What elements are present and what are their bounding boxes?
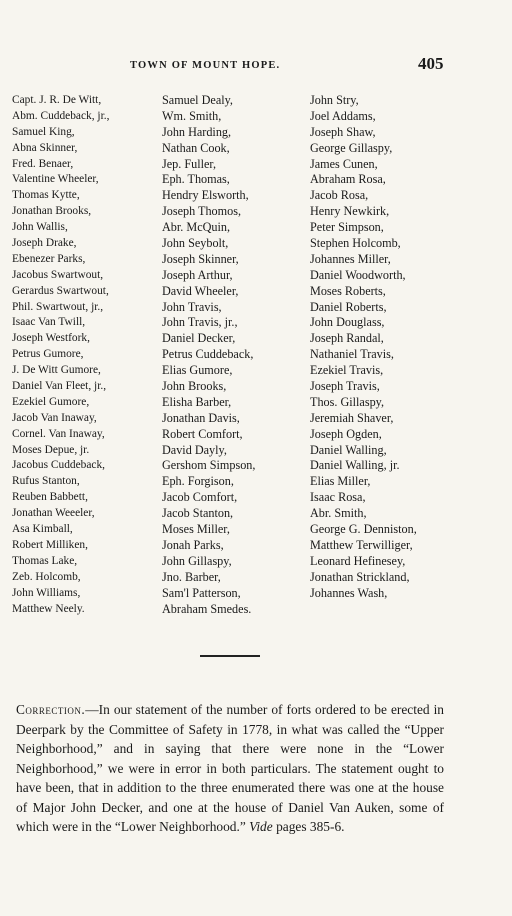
name-entry: Robert Comfort,: [162, 426, 243, 441]
name-entry: Gershom Simpson,: [162, 458, 256, 473]
name-entry: Joseph Skinner,: [162, 251, 239, 266]
name-entry: Eph. Thomas,: [162, 172, 230, 187]
name-entry: Elisha Barber,: [162, 394, 232, 409]
names-column-1: [12, 93, 162, 617]
name-entry: Abraham Rosa,: [310, 172, 386, 187]
name-entry: Daniel Woodworth,: [310, 267, 406, 282]
names-column-3: [310, 93, 470, 602]
name-entry: Thomas Kytte,: [12, 189, 80, 202]
name-entry: George Gillaspy,: [310, 140, 393, 155]
name-entry: Daniel Walling,: [310, 442, 387, 457]
name-entry: Elias Miller,: [310, 474, 371, 489]
page-number: 405: [418, 54, 444, 73]
name-entry: Hendry Elsworth,: [162, 188, 249, 203]
name-entry: John Douglass,: [310, 315, 385, 330]
name-entry: Petrus Gumore,: [12, 348, 84, 361]
name-entry: Jacobus Swartwout,: [12, 268, 104, 281]
name-entry: John Stry,: [310, 93, 359, 107]
name-entry: Jonah Parks,: [162, 537, 224, 552]
name-entry: Elias Gumore,: [162, 363, 233, 378]
name-entry: Joseph Travis,: [310, 379, 380, 394]
name-entry: Joseph Westfork,: [12, 332, 90, 345]
name-entry: Petrus Cuddeback,: [162, 347, 254, 362]
name-entry: Daniel Walling, jr.: [310, 458, 400, 473]
name-entry: Daniel Decker,: [162, 331, 236, 346]
name-entry: Matthew Neely.: [12, 602, 85, 615]
name-entry: Jacob Rosa,: [310, 188, 369, 203]
name-entry: Jeremiah Shaver,: [310, 410, 394, 425]
name-entry: Joseph Randal,: [310, 331, 384, 346]
name-entry: Sam'l Patterson,: [162, 585, 241, 600]
section-divider: [200, 655, 260, 657]
name-entry: Joseph Ogden,: [310, 426, 382, 441]
name-entry: Moses Miller,: [162, 522, 230, 537]
name-entry: Johannes Wash,: [310, 585, 388, 600]
name-entry: David Wheeler,: [162, 283, 239, 298]
name-entry: Eph. Forgison,: [162, 474, 234, 489]
page-header: [0, 56, 512, 80]
name-entry: Leonard Hefinesey,: [310, 553, 406, 568]
correction-body: —In our statement of the number of forts ordered to be erected in Deerpark by the Committee of Safety in 1778, in what was called the “Upper Neighborhood,” and in saying that there were none in the “Lower Neighborhood,” we were in error in both particulars. The statement ought to have been, that in addition to the three enumerated there was one at the house of Major John Decker, and one at the house of Daniel Van Auken, some of which were in the “Lower Neighborhood.”: [16, 702, 444, 835]
name-entry: Fred. Benaer,: [12, 157, 74, 170]
name-entry: Joseph Shaw,: [310, 124, 376, 139]
name-entry: Stephen Holcomb,: [310, 236, 401, 251]
name-entry: Isaac Van Twill,: [12, 316, 86, 329]
name-entry: Matthew Terwilliger,: [310, 537, 413, 552]
name-entry: Jacob Stanton,: [162, 506, 234, 521]
name-entry: Robert Milliken,: [12, 538, 88, 551]
name-entry: Ebenezer Parks,: [12, 252, 86, 265]
name-entry: David Dayly,: [162, 442, 227, 457]
name-entry: Phil. Swartwout, jr.,: [12, 300, 104, 313]
name-entry: Jep. Fuller,: [162, 156, 217, 171]
name-entry: Daniel Roberts,: [310, 299, 387, 314]
name-entry: Samuel Dealy,: [162, 93, 233, 107]
name-entry: John Brooks,: [162, 379, 227, 394]
name-entry: Rufus Stanton,: [12, 475, 80, 488]
name-entry: Jonathan Davis,: [162, 410, 240, 425]
name-entry: Jonathan Brooks,: [12, 205, 92, 218]
name-entry: Thos. Gillaspy,: [310, 394, 385, 409]
name-entry: Daniel Van Fleet, jr.,: [12, 380, 107, 393]
name-entry: Henry Newkirk,: [310, 204, 390, 219]
name-entry: Jonathan Strickland,: [310, 569, 410, 584]
name-entry: George G. Denniston,: [310, 522, 417, 537]
name-entry: Nathan Cook,: [162, 140, 230, 155]
name-entry: Isaac Rosa,: [310, 490, 366, 505]
running-title: TOWN OF MOUNT HOPE.: [130, 60, 281, 71]
name-entry: James Cunen,: [310, 156, 378, 171]
correction-lead: Correction.: [16, 702, 86, 718]
name-entry: Abraham Smedes.: [162, 601, 252, 616]
name-entry: Ezekiel Travis,: [310, 363, 384, 378]
name-entry: Capt. J. R. De Witt,: [12, 94, 102, 106]
name-entry: Jno. Barber,: [162, 569, 221, 584]
name-entry: Abna Skinner,: [12, 141, 78, 154]
name-entry: J. De Witt Gumore,: [12, 364, 101, 377]
name-entry: John Travis, jr.,: [162, 315, 238, 330]
name-entry: Thomas Lake,: [12, 554, 78, 567]
name-entry: Moses Depue, jr.: [12, 443, 90, 456]
name-entry: Nathaniel Travis,: [310, 347, 394, 362]
name-entry: Asa Kimball,: [12, 523, 73, 536]
name-entry: Zeb. Holcomb,: [12, 570, 81, 583]
name-entry: Reuben Babbett,: [12, 491, 88, 504]
name-entry: Cornel. Van Inaway,: [12, 427, 105, 440]
name-entry: Peter Simpson,: [310, 220, 384, 235]
name-entry: John Seybolt,: [162, 236, 229, 251]
name-entry: John Travis,: [162, 299, 222, 314]
name-entry: Abr. Smith,: [310, 506, 367, 521]
name-entry: Abr. McQuin,: [162, 220, 231, 235]
name-entry: Joseph Thomos,: [162, 204, 241, 219]
name-entry: Wm. Smith,: [162, 108, 222, 123]
name-entry: Gerardus Swartwout,: [12, 284, 109, 297]
name-entry: Joseph Drake,: [12, 237, 77, 250]
name-entry: Johannes Miller,: [310, 251, 391, 266]
name-entry: John Williams,: [12, 586, 81, 599]
name-entry: Ezekiel Gumore,: [12, 395, 90, 408]
correction-pages: pages 385-6.: [276, 819, 345, 835]
name-entry: Joseph Arthur,: [162, 267, 233, 282]
name-entry: Jonathan Weeeler,: [12, 507, 95, 520]
names-column-2: [162, 93, 312, 617]
name-entry: Samuel King,: [12, 125, 75, 138]
name-entry: John Gillaspy,: [162, 553, 232, 568]
name-entry: Jacobus Cuddeback,: [12, 459, 105, 472]
correction-paragraph: [16, 700, 444, 837]
name-entry: Joel Addams,: [310, 108, 376, 123]
name-entry: John Wallis,: [12, 221, 68, 234]
correction-vide: Vide: [249, 819, 273, 835]
name-entry: John Harding,: [162, 124, 232, 139]
name-entry: Valentine Wheeler,: [12, 173, 99, 186]
name-entry: Abm. Cuddeback, jr.,: [12, 109, 110, 122]
name-entry: Moses Roberts,: [310, 283, 386, 298]
name-entry: Jacob Comfort,: [162, 490, 238, 505]
name-entry: Jacob Van Inaway,: [12, 411, 97, 424]
